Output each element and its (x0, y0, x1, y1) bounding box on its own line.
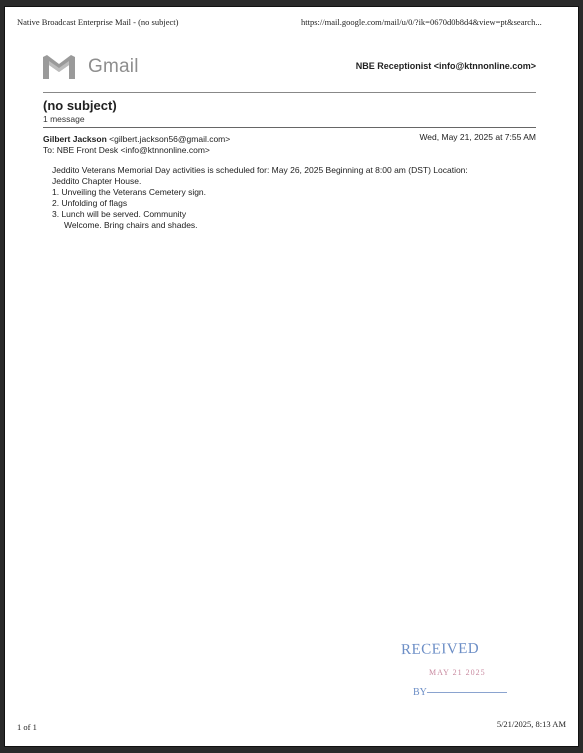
stamp-signature-line (427, 692, 507, 693)
header-divider (43, 92, 536, 93)
message-recipient: To: NBE Front Desk <info@ktnnonline.com> (43, 145, 210, 155)
stamp-by (413, 687, 529, 698)
body-line: 3. Lunch will be served. Community (52, 209, 187, 219)
body-line: Jeddito Chapter House. (52, 176, 142, 186)
print-footer-page: 1 of 1 (17, 722, 37, 732)
message-divider (43, 127, 536, 128)
message-sender (43, 134, 230, 144)
body-line: 2. Unfolding of flags (52, 198, 128, 208)
stamp-title: RECEIVED (400, 640, 480, 659)
printed-page (4, 6, 579, 747)
gmail-m-icon (41, 53, 77, 81)
body-line: Welcome. Bring chairs and shades. (64, 220, 198, 230)
sender-name: Gilbert Jackson (43, 134, 107, 144)
stamp-date: MAY 21 2025 (429, 668, 486, 677)
stamp-by-label: BY (413, 687, 427, 698)
gmail-wordmark: Gmail (88, 56, 139, 77)
body-line: 1. Unveiling the Veterans Cemetery sign. (52, 187, 207, 197)
thread-subject: (no subject) (43, 98, 117, 113)
message-date: Wed, May 21, 2025 at 7:55 AM (419, 132, 536, 142)
print-header-title: Native Broadcast Enterprise Mail - (no subject) (17, 17, 179, 27)
message-body (52, 165, 522, 231)
sender-email: <gilbert.jackson56@gmail.com> (109, 134, 231, 144)
message-count: 1 message (43, 114, 85, 124)
received-stamp (401, 641, 529, 727)
print-header-url: https://mail.google.com/mail/u/0/?ik=0670d0b8d4&view=pt&search... (301, 17, 542, 27)
print-footer-timestamp: 5/21/2025, 8:13 AM (496, 719, 566, 729)
account-identity: NBE Receptionist <info@ktnnonline.com> (355, 61, 536, 71)
body-line: Jeddito Veterans Memorial Day activities is scheduled for: May 26, 2025 Beginning at 8:00 am (DST) Location: (52, 165, 468, 175)
